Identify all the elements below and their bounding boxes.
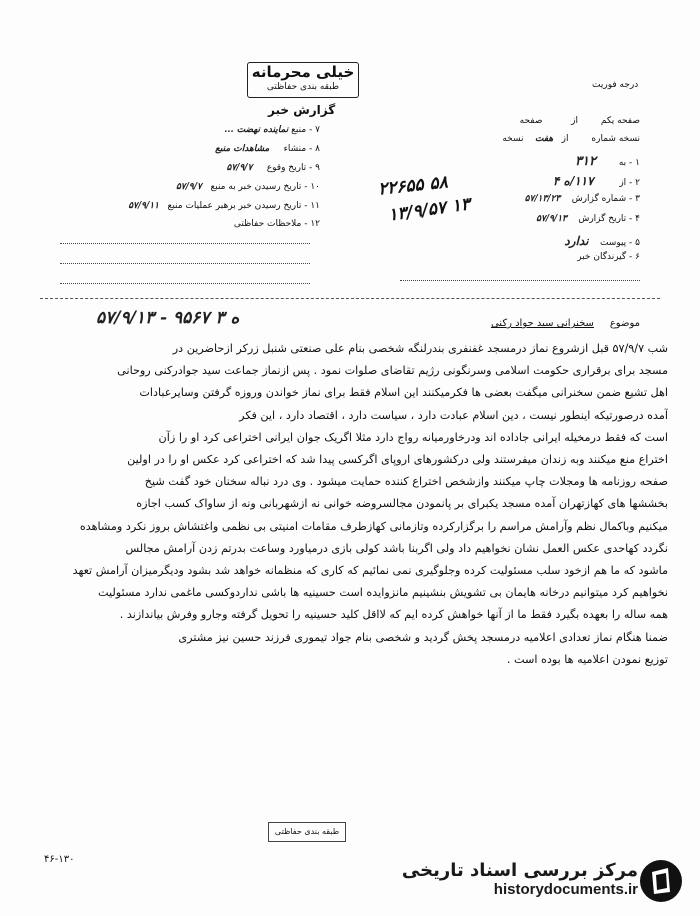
- body-line: ضمنا هنگام نماز تعدادی اعلامیه درمسجد پخش گردید و شخصی بنام جواد تیموری فرزند حسین نیز مشتری: [178, 630, 668, 644]
- body-line: اهل تشیع ضمن سخنرانی میگفت بعضی ها فکرمیکنند این اسلام فقط برای نماز خواندن وروزه گرفتن وسایرعبادات: [139, 386, 668, 400]
- from-label: ۲ - از: [619, 178, 640, 188]
- page-unit: صفحه: [519, 116, 543, 126]
- dotted-line: [400, 280, 640, 281]
- subject-label: موضوع: [609, 318, 640, 329]
- attachment-value: ندارد: [564, 234, 589, 248]
- origin-field: [215, 144, 320, 154]
- event-date-value: ۵۷/۹/۷: [226, 163, 253, 173]
- recipients-label: ۶ - گیرندگان خبر: [577, 252, 640, 262]
- report-body: [38, 338, 668, 671]
- to-field: [575, 154, 640, 169]
- to-label: ۱ - به: [618, 158, 640, 168]
- report-no-field: [525, 194, 640, 204]
- body-line: توزیع نمودن اعلامیه ها بوده است .: [506, 652, 668, 666]
- ops-date-label: ۱۱ - تاریخ رسیدن خبر برهبر عملیات منبع: [167, 201, 320, 211]
- dotted-line: [60, 263, 310, 264]
- copy-count: هفت: [534, 134, 554, 144]
- receipt-date-field: [176, 182, 320, 192]
- document-code: ۴۶-۱۳۰: [44, 854, 75, 865]
- event-date-label: ۹ - تاریخ وقوع: [266, 163, 320, 173]
- page-of: از: [571, 116, 578, 126]
- watermark-persian: مرکز بررسی اسناد تاریخی: [401, 860, 638, 881]
- ops-date-value: ۵۷/۹/۱۱: [128, 201, 159, 211]
- stamp-subtitle: طبقه بندی حفاظتی: [266, 82, 340, 92]
- notes-label: ۱۲ - ملاحظات حفاظتی: [233, 219, 320, 229]
- copy-label: نسخه شماره: [591, 134, 640, 144]
- report-title: گزارش خبر: [268, 103, 336, 117]
- handwritten-number-a: ۲۲۶۵۵ ۵۸: [377, 172, 449, 200]
- recipients-field: [577, 252, 640, 262]
- priority-label: درجه فوریت: [592, 80, 639, 90]
- body-line: مسجد برای برقراری حکومت اسلامی وسرنگونی رژیم تقاضای صلوات نمود . پس ازنماز جماعت سید جوادرکنی روحانی: [117, 364, 668, 378]
- source-label: ۷ - منبع: [291, 125, 320, 135]
- dotted-line: [60, 243, 310, 244]
- body-line: آمده درصورتیکه اینطور نیست ، دین اسلام عبادت دارد ، سیاست دارد ، اقتصاد دارد ، این فکر: [239, 408, 668, 422]
- body-line: همه ساله را بعهده بگیرد فقط ما از آنها خواهش کرده ایم که لااقل کلید حسینیه را تحویل گرفته وجارو وفرش بیاندازند .: [119, 608, 668, 622]
- ops-date-field: [128, 201, 320, 211]
- watermark: [402, 860, 638, 898]
- body-line: نگردد کهاحدی عکس العمل نشان نخواهیم داد ولی اگربنا باشد کولی بازی درمیاورد وساعت بدرتم زدن آرامش مجالس: [125, 541, 668, 555]
- watermark-english: historydocuments.ir: [493, 881, 638, 898]
- origin-label: ۸ - منشاء: [283, 144, 320, 154]
- subject-value: سخنرانی سید جواد رکنی: [490, 318, 594, 329]
- report-date-field: [536, 214, 640, 224]
- notes-field: [234, 219, 320, 229]
- report-date-value: ۵۷/۹/۱۳: [536, 214, 567, 224]
- body-line: است که فقط درمخیله ایرانی جاداده اند ودرخاورمیانه رواج دارد مثلا اگریک جوان ایرانی اختراعی کرد او را زآن: [158, 430, 668, 444]
- separator-line: [40, 298, 660, 299]
- copy-field: [502, 134, 640, 144]
- subject-row: [491, 318, 640, 329]
- page-label: صفحه یکم: [600, 116, 640, 126]
- copy-of: از: [561, 134, 569, 144]
- dotted-line: [60, 283, 310, 284]
- report-no-label: ۳ - شماره گزارش: [571, 194, 640, 204]
- report-date-label: ۴ - تاریخ گزارش: [578, 214, 640, 224]
- body-line: صفحه روزنامه ها ومجلات چاپ میکنند وازشخص اختراع کننده حمایت میشود . وی درد نباله سخنان خود گفت شیخ: [144, 475, 668, 489]
- from-field: [553, 174, 640, 188]
- copy-unit: نسخه: [502, 134, 524, 144]
- receipt-date-label: ۱۰ - تاریخ رسیدن خبر به منبع: [210, 182, 320, 192]
- body-line: ماشود که ما هم ازخود سلب مسئولیت کرده وجلوگیری نمی نمائیم که کاری که منظمانه خواهد شد بشود ودیگرمیزان آرامش تعهد: [72, 564, 668, 578]
- body-line: نخواهیم کرد میتوانیم درخانه هایمان بی تشویش بنشینیم مانزوایده است حسینیه ها باشی نداردوکسی ماغمی ندارد مسئولیت: [98, 586, 668, 600]
- classification-stamp: [247, 62, 359, 98]
- origin-value: مشاهدات منبع: [215, 144, 270, 154]
- handwritten-number-b: ۱۳/۹/۵۷ ۱۳: [387, 194, 472, 226]
- subject-hand-number: ۵۷/۹/۱۳ - ۹۵۶۷ ه ۳: [96, 308, 240, 328]
- body-line: اختراع منع میکنند وبه زندان میفرستند ولی درکشورهای اروپای اگرکسی پیدا شد که اختراعی کرد عکس او را در اولین: [127, 453, 668, 467]
- body-line: شب ۵۷/۹/۷ قبل ازشروع نماز درمسجد غفنفری بندرلنگه شخصی بنام علی صنعتی شنبل زرکر ازحاضرین در: [172, 342, 668, 355]
- page-field: [520, 116, 640, 126]
- stamp-title: خیلی محرمانه: [251, 63, 355, 81]
- source-value: نماینده نهضت ...: [224, 125, 289, 135]
- receipt-date-value: ۵۷/۹/۷: [175, 182, 202, 192]
- attachment-label: ۵ - پیوست: [599, 238, 640, 248]
- body-line: میکنیم وباکمال نظم وآرامش مراسم را برگزارکرده وتازمانی کهازطرف مقامات امنیتی بی نظمی واغتشاش بروز نکرد ومشاهده: [79, 519, 668, 533]
- body-line: بخششها های کهازتهران آمده مسجد یکبرای بر پانمودن مجالسروضه خوانی نه ازشهربانی ونه از ساواک کسب اجازه: [136, 497, 668, 511]
- signature-box: طبقه بندی حفاظتی: [268, 822, 346, 842]
- to-value: ۳۱۲: [575, 154, 596, 169]
- archive-logo-icon: [638, 858, 684, 904]
- source-field: [224, 125, 320, 135]
- event-date-field: [227, 163, 320, 173]
- attachment-field: [564, 234, 640, 248]
- from-value: ۱۱۷/ه ۴: [552, 174, 594, 188]
- report-no-value: ۵۷/۱۳/۲۳: [524, 194, 561, 204]
